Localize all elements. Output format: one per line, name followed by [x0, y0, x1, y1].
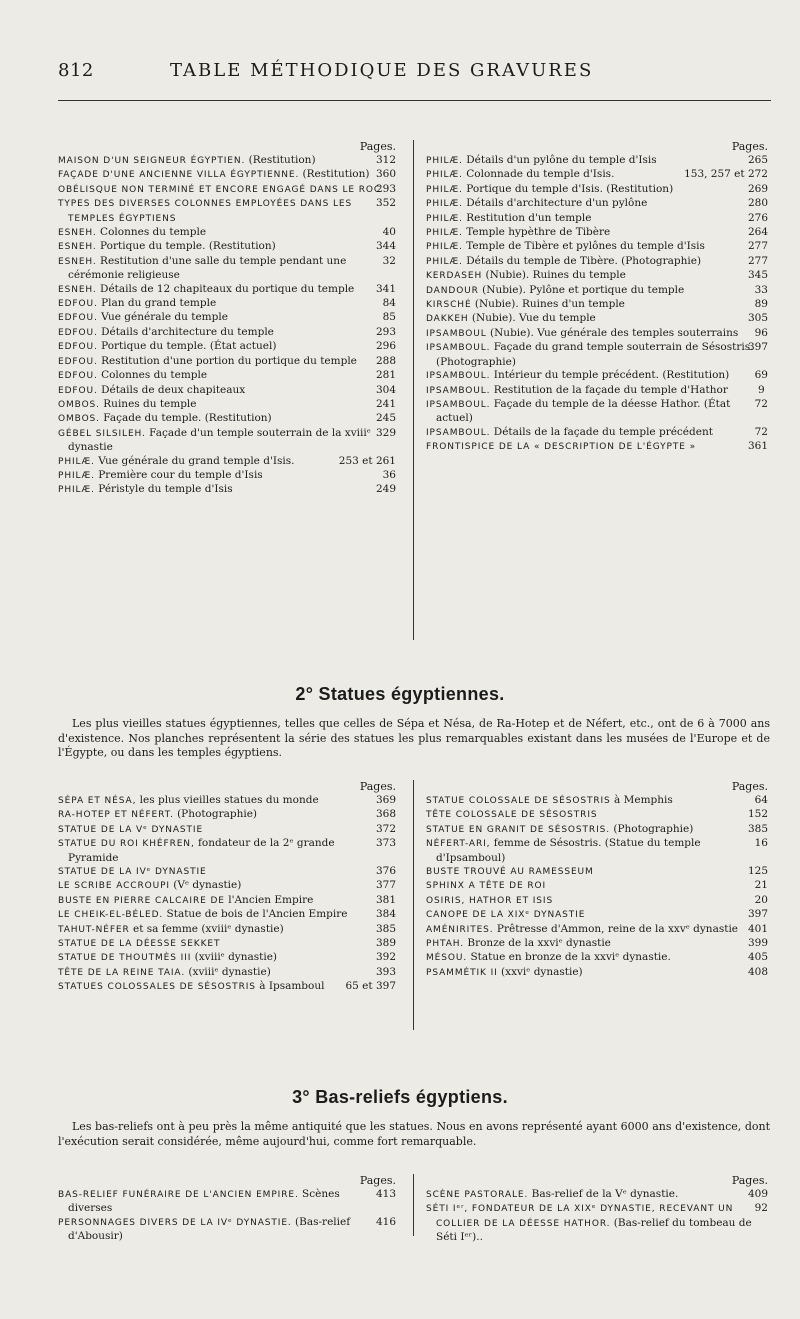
entry-page: 296 — [375, 340, 396, 353]
entry-name: STATUE DE LA DÉESSE SEKKET — [58, 939, 221, 950]
entry-description: Façade du grand temple souterrain de Sésostris. (Photographie) — [436, 341, 754, 368]
entry-page: 368 — [375, 808, 396, 821]
entry-description: (Bas-relief d'Abousir) — [68, 1215, 351, 1243]
entry-page: 369 — [375, 794, 396, 806]
entry-name: FAÇADE D'UNE ANCIENNE VILLA ÉGYPTIENNE. — [58, 170, 300, 181]
index-entry — [58, 923, 398, 937]
index-entry — [58, 398, 398, 412]
entry-page: 33 — [754, 283, 768, 296]
index-entry — [426, 1202, 770, 1244]
index-entry — [426, 937, 770, 951]
entry-name: GÉBEL SILSILEH. — [58, 428, 146, 439]
index-entry — [58, 1216, 398, 1244]
index-entry — [58, 823, 398, 837]
entry-name: PHILÆ. — [426, 256, 463, 267]
index-entry — [426, 369, 770, 383]
index-entry — [426, 837, 770, 865]
entry-page: 384 — [375, 908, 396, 921]
entry-page: 389 — [375, 937, 396, 950]
entry-description: (xviiiᵉ dynastie) — [185, 965, 271, 978]
entry-name: EDFOU. — [58, 356, 98, 367]
entry-name: ESNEH. — [58, 256, 97, 267]
entry-description: Détails d'architecture d'un pylône — [462, 197, 648, 210]
index-entry — [58, 427, 398, 455]
entry-name: STATUE COLOSSALE DE SÉSOSTRIS — [426, 796, 611, 806]
index-entry — [426, 168, 770, 182]
entry-description: (Photographie) — [610, 822, 694, 835]
entry-description: Détails d'un pylône du temple d'Isis — [462, 154, 657, 166]
pages-label: Pages. — [731, 780, 768, 793]
entry-description: fondateur de la 2ᵉ grande Pyramide — [68, 837, 335, 864]
entry-description: Temple de Tibère et pylônes du temple d'Isis — [462, 240, 705, 253]
entry-name: EDFOU. — [58, 327, 98, 338]
entry-page: 293 — [375, 182, 396, 195]
entry-page: 361 — [747, 440, 768, 453]
entry-name: PSAMMÉTIK II — [426, 967, 498, 978]
entry-page: 401 — [747, 922, 768, 935]
index-entry — [426, 894, 770, 908]
entry-description: Statue de bois de l'Ancien Empire — [163, 908, 348, 921]
entry-name: BAS-RELIEF FUNÉRAIRE DE L'ANCIEN EMPIRE. — [58, 1190, 299, 1200]
entry-name: EDFOU. — [58, 385, 98, 396]
index-entry — [58, 894, 398, 908]
index-entry — [426, 312, 770, 326]
entry-page: 288 — [375, 354, 396, 367]
index-entry — [58, 240, 398, 254]
entry-description: Façade d'un temple souterrain de la xviiiᵉ dynastie — [68, 426, 371, 454]
entry-page: 345 — [747, 269, 768, 282]
entry-description: Péristyle du temple d'Isis — [94, 483, 233, 496]
page-header — [58, 60, 770, 80]
entry-description: Vue générale du grand temple d'Isis. — [94, 454, 295, 467]
entry-name: PHTAH. — [426, 939, 465, 950]
entry-page: 408 — [747, 965, 768, 978]
index-entry — [58, 183, 398, 197]
column-divider — [413, 1174, 414, 1236]
entry-description: Temple hypèthre de Tibère — [462, 226, 611, 239]
entry-name: EDFOU. — [58, 371, 98, 382]
index-entry — [426, 226, 770, 240]
entry-description: Restitution d'une portion du portique du temple — [97, 354, 357, 367]
entry-name: STATUE DU ROI KHÉFREN, — [58, 839, 195, 850]
entry-page: 381 — [375, 893, 396, 906]
entry-page: 265 — [747, 154, 768, 166]
entry-page: 392 — [375, 951, 396, 964]
section2-right-column — [426, 780, 770, 980]
entry-description: Première cour du temple d'Isis — [94, 468, 263, 481]
entry-description: et sa femme (xviiiᵉ dynastie) — [129, 922, 284, 935]
entry-name: MÉSOU. — [426, 953, 468, 964]
entry-page: 312 — [375, 154, 396, 166]
index-entry — [58, 283, 398, 297]
entry-description: l'Ancien Empire — [224, 893, 314, 906]
entry-name: MAISON D'UN SEIGNEUR ÉGYPTIEN. — [58, 156, 246, 166]
entry-description: Détails de 12 chapiteaux du portique du temple — [96, 282, 355, 295]
index-entry — [426, 327, 770, 341]
pages-label: Pages. — [731, 140, 768, 153]
index-entry — [426, 240, 770, 254]
entry-page: 245 — [375, 412, 396, 425]
section1-left-column — [58, 140, 398, 498]
entry-name: DANDOUR — [426, 285, 479, 296]
entry-name: PHILÆ. — [426, 242, 463, 253]
entry-page: 72 — [754, 397, 768, 410]
entry-description: (xviiiᵉ dynastie) — [191, 951, 278, 964]
index-entry — [58, 255, 398, 283]
index-entry — [58, 837, 398, 865]
index-entry — [426, 384, 770, 398]
entry-description: à Memphis — [610, 794, 673, 806]
entry-page: 92 — [754, 1202, 768, 1215]
entry-page: 249 — [375, 483, 396, 496]
entry-page: 405 — [747, 951, 768, 964]
index-entry — [426, 154, 770, 168]
entry-description: (Nubie). Pylône et portique du temple — [478, 283, 685, 296]
entry-name: PHILÆ. — [426, 199, 463, 210]
entry-description: (Nubie). Ruines d'un temple — [471, 298, 625, 311]
section2-heading: 2° Statues égyptiennes. — [295, 684, 505, 704]
entry-page: 241 — [375, 397, 396, 410]
entry-page: 385 — [375, 922, 396, 935]
index-entry — [426, 183, 770, 197]
entry-description: (xxviᵉ dynastie) — [497, 965, 583, 978]
entry-description: Portique du temple. (État actuel) — [97, 340, 277, 353]
index-entry — [426, 212, 770, 226]
entry-page: 376 — [375, 865, 396, 878]
entry-name: STATUE EN GRANIT DE SÉSOSTRIS. — [426, 824, 611, 835]
index-entry — [426, 440, 770, 454]
entry-name: OMBOS. — [58, 399, 100, 410]
index-entry — [426, 269, 770, 283]
entry-name: BUSTE EN PIERRE CALCAIRE DE — [58, 895, 225, 906]
entry-name: SÉTI Iᵉʳ, FONDATEUR DE LA XIXᵉ DYNASTIE, RECEVANT UN COLLIER DE LA DÉESSE HATHOR. — [426, 1204, 734, 1229]
index-entry — [426, 951, 770, 965]
entry-page: 84 — [382, 297, 396, 310]
entry-name: TÊTE DE LA REINE TAIA. — [58, 967, 186, 978]
entry-page: 373 — [375, 837, 396, 850]
entry-name: TYPES DES DIVERSES COLONNES EMPLOYÉES DANS LES TEMPLES ÉGYPTIENS — [58, 199, 353, 224]
entry-page: 9 — [765, 384, 768, 397]
entry-name: DAKKEH — [426, 314, 469, 325]
entry-description: Détails de la façade du temple précédent — [490, 425, 713, 438]
section3-index — [58, 1174, 770, 1244]
column-divider — [413, 140, 414, 640]
entry-page: 40 — [382, 226, 396, 239]
index-entry — [426, 808, 770, 822]
index-entry — [58, 951, 398, 965]
entry-name: TAHUT-NÉFER — [58, 924, 130, 935]
index-entry — [58, 340, 398, 354]
entry-description: Façade du temple. (Restitution) — [99, 412, 272, 425]
entry-name: STATUE DE LA Vᵉ DYNASTIE — [58, 824, 204, 835]
index-entry — [58, 226, 398, 240]
index-entry — [58, 412, 398, 426]
page-title: TABLE MÉTHODIQUE DES GRAVURES — [170, 60, 594, 81]
entry-page: 413 — [375, 1188, 396, 1200]
entry-name: PHILÆ. — [426, 170, 463, 181]
index-entry — [426, 823, 770, 837]
entry-name: LE SCRIBE ACCROUPI — [58, 881, 170, 892]
entry-name: STATUES COLOSSALES DE SÉSOSTRIS — [58, 982, 256, 993]
entry-name: OMBOS. — [58, 414, 100, 425]
entry-page: 329 — [375, 426, 396, 439]
entry-name: IPSAMBOUL. — [426, 385, 491, 396]
entry-description: Prêtresse d'Ammon, reine de la xxvᵉ dynastie — [493, 922, 739, 935]
header-rule — [58, 100, 771, 101]
entry-description: Colonnes du temple — [97, 369, 208, 382]
entry-name: EDFOU. — [58, 342, 98, 353]
entry-page: 253 et 261 — [338, 454, 396, 467]
entry-page: 153, 257 et 272 — [684, 168, 768, 181]
entry-name: PHILÆ. — [58, 470, 95, 481]
entry-name: AMÉNIRITES. — [426, 924, 494, 935]
entry-page: 85 — [382, 311, 396, 324]
entry-description: Restitution d'une salle du temple pendant une cérémonie religieuse — [68, 254, 347, 282]
entry-name: PHILÆ. — [426, 184, 463, 195]
entry-description: Bronze de la xxviᵉ dynastie — [464, 937, 611, 950]
entry-name: PHILÆ. — [426, 156, 463, 166]
entry-name: IPSAMBOUL. — [426, 371, 491, 382]
entry-description: (Restitution) — [245, 154, 316, 166]
entry-name: IPSAMBOUL — [426, 328, 487, 339]
pages-label: Pages. — [359, 140, 396, 153]
entry-name: PHILÆ. — [58, 456, 95, 467]
entry-name: OSIRIS, HATHOR ET ISIS — [426, 895, 554, 906]
index-entry — [58, 355, 398, 369]
entry-description: Plan du grand temple — [97, 297, 217, 310]
entry-name: ESNEH. — [58, 242, 97, 253]
index-entry — [426, 908, 770, 922]
entry-page: 277 — [747, 254, 768, 267]
entry-page: 96 — [754, 326, 768, 339]
entry-page: 280 — [747, 197, 768, 210]
entry-description: Détails de deux chapiteaux — [97, 383, 246, 396]
entry-page: 281 — [375, 369, 396, 382]
entry-name: ESNEH. — [58, 284, 97, 295]
entry-name: IPSAMBOUL. — [426, 427, 491, 438]
entry-name: STATUE DE THOUTMÈS III — [58, 953, 192, 964]
section2-intro: Les plus vieilles statues égyptiennes, telles que celles de Sépa et Nésa, de Ra-Hotep et de Néfert, etc., ont de 6 à 7000 ans d'existence. Nos planches représentent la série des statues les plus remarquables existant dans les musées de l'Europe et de l'Égypte, ou dans les temples égyptiens. — [58, 717, 770, 759]
index-entry — [58, 197, 398, 226]
index-entry — [58, 369, 398, 383]
entry-description: femme de Sésostris. (Statue du temple d'Ipsamboul) — [436, 837, 701, 864]
entry-name: KERDASEH — [426, 271, 483, 282]
column-divider — [413, 780, 414, 1030]
entry-name: IPSAMBOUL. — [426, 343, 491, 354]
index-entry — [426, 865, 770, 879]
section1-index — [58, 140, 770, 650]
entry-name: PERSONNAGES DIVERS DE LA IVᵉ DYNASTIE. — [58, 1217, 292, 1228]
entry-page: 360 — [375, 168, 396, 181]
entry-page: 397 — [747, 908, 768, 921]
entry-name: PHILÆ. — [426, 213, 463, 224]
entry-name: SPHINX A TÊTE DE ROI — [426, 881, 547, 892]
index-entry — [426, 341, 770, 369]
index-entry — [58, 937, 398, 951]
entry-name: KIRSCHÉ — [426, 300, 472, 311]
index-entry — [426, 197, 770, 211]
page-number: 812 — [58, 60, 94, 81]
entry-description: Bas-relief de la Vᵉ dynastie. — [528, 1188, 679, 1200]
entry-page: 125 — [747, 865, 768, 878]
section1-right-column — [426, 140, 770, 455]
entry-name: SCÈNE PASTORALE. — [426, 1190, 529, 1200]
entry-page: 372 — [375, 822, 396, 835]
index-entry — [58, 980, 398, 994]
pages-label: Pages. — [359, 1174, 396, 1187]
index-entry — [58, 168, 398, 182]
index-entry — [426, 284, 770, 298]
entry-description: Intérieur du temple précédent. (Restitution) — [490, 369, 730, 382]
index-entry — [426, 255, 770, 269]
entry-description: (Vᵉ dynastie) — [169, 879, 242, 892]
entry-name: PHILÆ. — [58, 485, 95, 496]
section3-left-column — [58, 1174, 398, 1244]
entry-page: 293 — [375, 325, 396, 338]
index-entry — [58, 794, 398, 808]
index-entry — [58, 483, 398, 497]
entry-description: Portique du temple. (Restitution) — [96, 240, 276, 253]
pages-label: Pages. — [359, 780, 396, 793]
entry-page: 16 — [754, 837, 768, 850]
entry-name: EDFOU. — [58, 299, 98, 310]
index-entry — [58, 154, 398, 168]
entry-page: 304 — [375, 383, 396, 396]
entry-description: à Ipsamboul — [255, 980, 325, 993]
entry-page: 305 — [747, 312, 768, 325]
entry-description: (Nubie). Ruines du temple — [482, 269, 626, 282]
entry-description: (Nubie). Vue générale des temples souterrains — [486, 326, 739, 339]
entry-name: TÊTE COLOSSALE DE SÉSOSTRIS — [426, 810, 598, 821]
index-entry — [58, 455, 398, 469]
entry-page: 69 — [754, 369, 768, 382]
entry-description: Détails d'architecture du temple — [97, 325, 274, 338]
entry-name: SÉPA ET NÉSA, — [58, 796, 137, 806]
section3-heading: 3° Bas-reliefs égyptiens. — [292, 1087, 508, 1107]
index-entry — [426, 298, 770, 312]
entry-name: CANOPE DE LA XIXᵉ DYNASTIE — [426, 910, 586, 921]
entry-description: (Restitution) — [299, 168, 370, 181]
entry-page: 89 — [754, 298, 768, 311]
index-entry — [426, 923, 770, 937]
entry-name: BUSTE TROUVÉ AU RAMESSEUM — [426, 867, 594, 878]
entry-description: Ruines du temple — [99, 397, 197, 410]
entry-page: 64 — [754, 794, 768, 806]
index-entry — [58, 808, 398, 822]
entry-page: 264 — [747, 226, 768, 239]
entry-description: (Bas-relief du tombeau de Séti Iᵉʳ).. — [436, 1216, 752, 1244]
entry-description: les plus vieilles statues du monde — [136, 794, 319, 806]
index-entry — [58, 865, 398, 879]
entry-description: Détails du temple de Tibère. (Photographie) — [462, 254, 702, 267]
index-entry — [58, 297, 398, 311]
entry-page: 377 — [375, 879, 396, 892]
index-entry — [58, 326, 398, 340]
entry-page: 397 — [747, 341, 768, 354]
entry-page: 399 — [747, 937, 768, 950]
entry-description: Scènes diverses — [68, 1188, 340, 1215]
index-entry — [426, 794, 770, 808]
entry-page: 344 — [375, 240, 396, 253]
entry-page: 277 — [747, 240, 768, 253]
entry-page: 385 — [747, 822, 768, 835]
index-entry — [426, 879, 770, 893]
index-entry — [58, 469, 398, 483]
section2-index — [58, 780, 770, 1040]
entry-name: IPSAMBOUL. — [426, 399, 491, 410]
entry-description: Portique du temple d'Isis. (Restitution) — [462, 182, 674, 195]
entry-page: 32 — [382, 254, 396, 267]
entry-page: 21 — [754, 879, 768, 892]
section3-right-column — [426, 1174, 770, 1245]
index-entry — [426, 966, 770, 980]
entry-name: OBÉLISQUE NON TERMINÉ ET ENCORE ENGAGÉ DANS LE ROC — [58, 184, 382, 195]
entry-description: Statue en bronze de la xxviᵉ dynastie. — [467, 951, 671, 964]
entry-page: 352 — [375, 197, 396, 210]
entry-page: 393 — [375, 965, 396, 978]
entry-page: 20 — [754, 893, 768, 906]
entry-page: 72 — [754, 425, 768, 438]
entry-name: LE CHEIK-EL-BÉLED. — [58, 910, 164, 921]
index-entry — [58, 908, 398, 922]
entry-description: Restitution d'un temple — [462, 211, 592, 224]
index-entry — [58, 879, 398, 893]
entry-name: ESNEH. — [58, 228, 97, 239]
entry-description: Restitution de la façade du temple d'Hathor — [490, 383, 728, 396]
index-entry — [58, 384, 398, 398]
entry-name: EDFOU. — [58, 313, 98, 324]
index-entry — [58, 311, 398, 325]
entry-page: 341 — [375, 282, 396, 295]
index-entry — [426, 1188, 770, 1202]
entry-name: FRONTISPICE DE LA « DESCRIPTION DE L'ÉGYPTE » — [426, 442, 697, 453]
index-entry — [58, 1188, 398, 1216]
pages-label: Pages. — [731, 1174, 768, 1187]
entry-name: PHILÆ. — [426, 228, 463, 239]
entry-page: 416 — [375, 1215, 396, 1228]
section2-left-column — [58, 780, 398, 995]
entry-description: Colonnade du temple d'Isis. — [462, 168, 615, 181]
entry-page: 276 — [747, 211, 768, 224]
entry-description: (Photographie) — [173, 808, 258, 821]
entry-page: 409 — [747, 1188, 768, 1200]
entry-description: (Nubie). Vue du temple — [468, 312, 596, 325]
entry-name: NÉFERT-ARI, — [426, 839, 491, 850]
entry-name: STATUE DE LA IVᵉ DYNASTIE — [58, 867, 207, 878]
entry-name: RA-HOTEP ET NÉFERT. — [58, 810, 174, 821]
entry-description: Façade du temple de la déesse Hathor. (État actuel) — [436, 397, 731, 425]
entry-description: Vue générale du temple — [97, 311, 228, 324]
index-entry — [426, 398, 770, 426]
index-entry — [58, 966, 398, 980]
entry-page: 152 — [747, 808, 768, 821]
index-entry — [426, 426, 770, 440]
entry-page: 65 et 397 — [345, 980, 396, 993]
entry-page: 36 — [382, 468, 396, 481]
section3-intro: Les bas-reliefs ont à peu près la même antiquité que les statues. Nous en avons représenté ayant 6000 ans d'existence, dont l'exécution serait considérée, même aujourd'hui, comme fort remarquable. — [58, 1120, 770, 1148]
entry-page: 269 — [747, 182, 768, 195]
entry-description: Colonnes du temple — [96, 226, 207, 239]
